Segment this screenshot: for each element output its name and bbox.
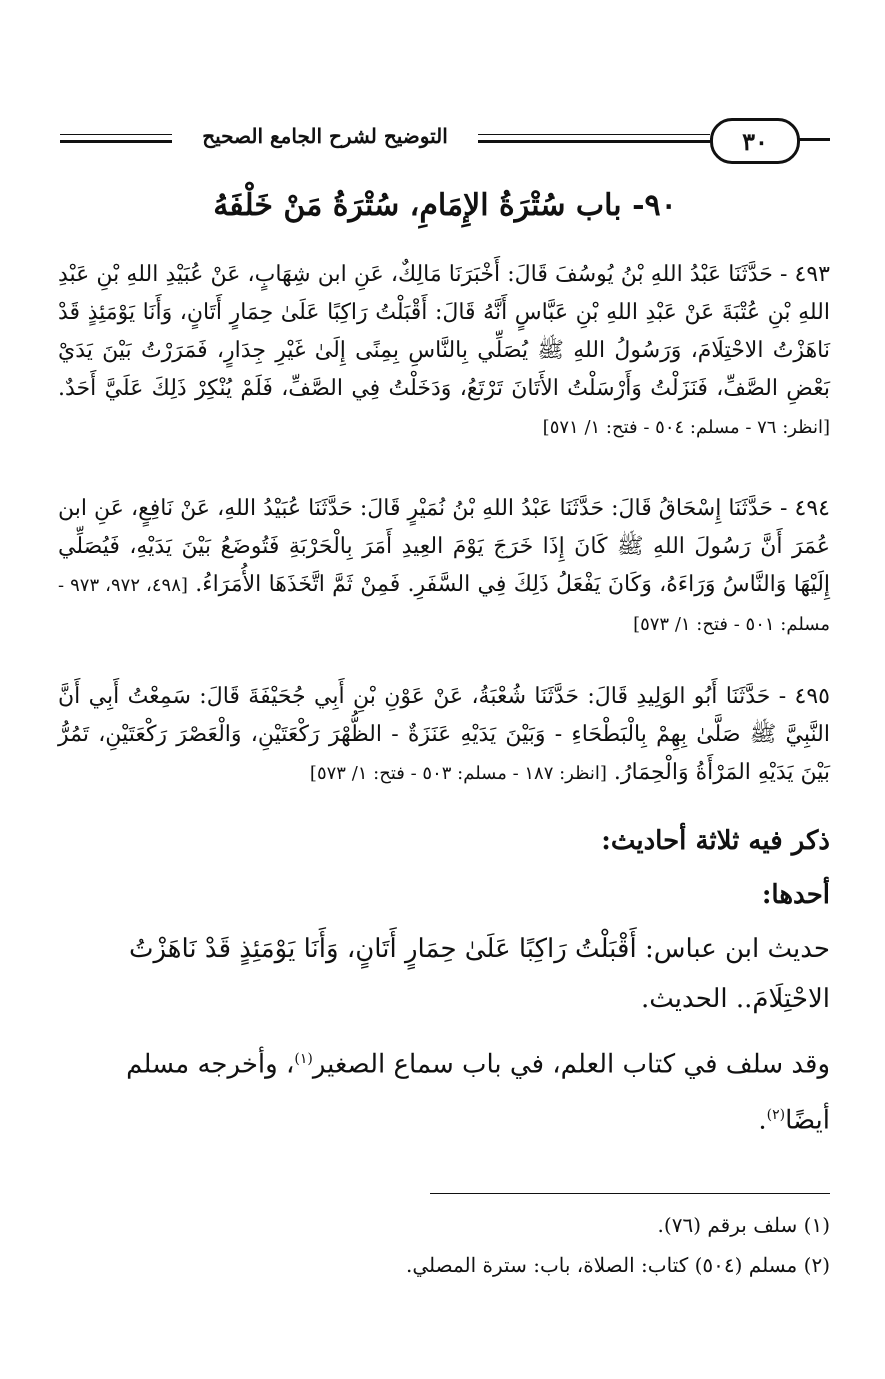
- paragraph-text: وقد سلف في كتاب العلم، في باب سماع الصغير: [312, 1049, 830, 1080]
- footnote-separator: [430, 1193, 830, 1194]
- hadith-text: ٤٩٤ - حَدَّثَنَا إِسْحَاقُ قَالَ: حَدَّثَنَا عَبْدُ اللهِ بْنُ نُمَيْرٍ قَالَ: حَدَّثَنَا عُبَيْدُ اللهِ، عَنْ نَافِعٍ، عَنِ ابن عُمَرَ أَنَّ رَسُولَ اللهِ ﷺ كَانَ إِذَا خَرَجَ يَوْمَ العِيدِ أَمَرَ بِالْحَرْبَةِ فَتُوضَعُ بَيْنَ يَدَيْهِ، فَيُصَلِّي إِلَيْهَا وَالنَّاسُ وَرَاءَهُ، وَكَانَ يَفْعَلُ ذَلِكَ فِي السَّفَرِ. فَمِنْ ثَمَّ اتَّخَذَهَا الأُمَرَاءُ.: [58, 496, 831, 597]
- footnote-1-marker[interactable]: (١): [294, 1051, 313, 1067]
- header-rule-left-top: [60, 134, 172, 135]
- commentary-paragraph-2: [58, 1034, 830, 1145]
- header-rule-right-bottom: [478, 140, 710, 143]
- hadith-reference: [انظر: ١٨٧ - مسلم: ٥٠٣ - فتح: ١/ ٥٧٣]: [309, 763, 607, 784]
- hadith-495: [58, 678, 830, 793]
- commentary-paragraph-1: حديث ابن عباس: أَقْبَلْتُ رَاكِبًا عَلَىٰ حِمَارٍ أَتَانٍ، وَأَنَا يَوْمَئِذٍ قَدْ نَاهَزْتُ الاحْتِلَامَ.. الحديث.: [128, 934, 830, 1014]
- hadith-494: [58, 490, 830, 644]
- page-number: ٣٠: [710, 118, 800, 164]
- hadith-reference: [انظر: ٧٦ - مسلم: ٥٠٤ - فتح: ١/ ٥٧١]: [542, 417, 830, 438]
- page-header: [60, 112, 830, 162]
- hadith-text: ٤٩٣ - حَدَّثَنَا عَبْدُ اللهِ بْنُ يُوسُفَ قَالَ: أَخْبَرَنَا مَالِكٌ، عَنِ ابن شِهَابٍ، عَنْ عُبَيْدِ اللهِ بْنِ عَبْدِ اللهِ بْنِ عُتْبَةَ عَنْ عَبْدِ اللهِ بْنِ عَبَّاسٍ أَنَّهُ قَالَ: أَقْبَلْتُ رَاكِبًا عَلَىٰ حِمَارٍ أَتَانٍ، وَأَنَا يَوْمَئِذٍ قَدْ نَاهَزْتُ الاحْتِلَامَ، وَرَسُولُ اللهِ ﷺ يُصَلِّي بِالنَّاسِ بِمِنًى إِلَىٰ غَيْرِ جِدَارٍ، فَمَرَرْتُ بَيْنَ يَدَيْ بَعْضِ الصَّفِّ، فَنَزَلْتُ وَأَرْسَلْتُ الأَتَانَ تَرْتَعُ، وَدَخَلْتُ فِي الصَّفِّ، فَلَمْ يُنْكِرْ ذَلِكَ عَلَيَّ أَحَدٌ.: [58, 262, 830, 401]
- book-title: التوضيح لشرح الجامع الصحيح: [202, 124, 448, 148]
- hadith-493: [58, 256, 830, 447]
- hadith-text: ٤٩٥ - حَدَّثَنَا أَبُو الوَلِيدِ قَالَ: حَدَّثَنَا شُعْبَةُ، عَنْ عَوْنِ بْنِ أَبِي جُحَيْفَةَ قَالَ: سَمِعْتُ أَبِي أَنَّ النَّبِيَّ ﷺ صَلَّىٰ بِهِمْ بِالْبَطْحَاءِ - وَبَيْنَ يَدَيْهِ عَنَزَةٌ - الظُّهْرَ رَكْعَتَيْنِ، وَالْعَصْرَ رَكْعَتَيْنِ، تَمُرُّ بَيْنَ يَدَيْهِ المَرْأَةُ وَالْحِمَارُ.: [58, 684, 830, 785]
- paragraph-text: ، وأخرجه مسلم أيضًا: [126, 1049, 830, 1136]
- commentary-intro: ذكر فيه ثلاثة أحاديث:: [601, 826, 830, 856]
- hadith-reference: [٤٩٨، ٩٧٢، ٩٧٣ - مسلم: ٥٠١ - فتح: ١/ ٥٧٣]: [58, 575, 830, 635]
- footnote-2: (٢) مسلم (٥٠٤) كتاب: الصلاة، باب: سترة المصلي.: [405, 1253, 830, 1277]
- header-rule-right-top: [478, 134, 710, 135]
- header-rule-left-bottom: [60, 140, 172, 143]
- chapter-title: ٩٠- باب سُتْرَةُ الإِمَامِ، سُتْرَةُ مَنْ خَلْفَهُ: [213, 188, 677, 223]
- first-hadith-heading: أحدها:: [761, 880, 830, 910]
- paragraph-text: .: [758, 1105, 767, 1136]
- footnote-2-marker[interactable]: (٢): [766, 1106, 786, 1123]
- footnote-1: (١) سلف برقم (٧٦).: [657, 1213, 830, 1237]
